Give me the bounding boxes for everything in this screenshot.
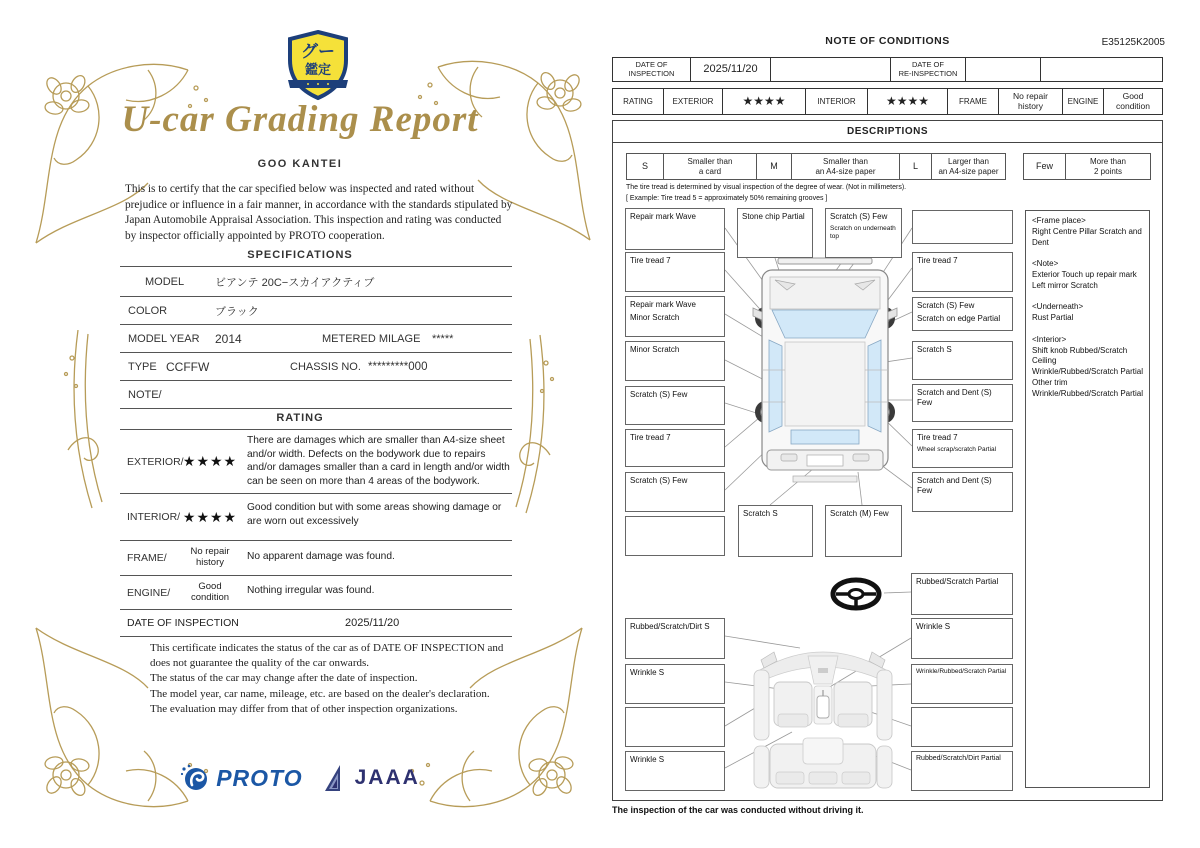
inspection-date-table xyxy=(612,57,1163,82)
chassis-label: CHASSIS NO. xyxy=(290,360,361,373)
noc-reinspection-value xyxy=(966,58,1041,81)
interior-desc: Good condition but with some areas showing damage or are worn out excessively xyxy=(247,502,502,527)
rating-row-engine xyxy=(120,576,512,610)
legend-l-def: Larger than an A4-size paper xyxy=(938,156,999,176)
damage-box: Wrinkle S xyxy=(911,618,1013,659)
damage-box: Stone chip Partial xyxy=(737,208,813,258)
steering-wheel-icon xyxy=(828,574,884,614)
certificate-subtitle: GOO KANTEI xyxy=(257,158,343,170)
certificate-disclaimer: This certificate indicates the status of the car as of DATE OF INSPECTION and does not guarantee the quality of the car onwards. The status of the car may change after the date of inspection. The model year, car name, mileage, etc. are based on the dealer's declaration. The evaluation may differ from that of other inspection organizations. xyxy=(150,642,504,715)
exterior-stars: ★★★★ xyxy=(182,453,238,470)
engine-value: Good condition xyxy=(190,580,230,603)
jaaa-logo-text: JAAA xyxy=(354,766,420,789)
rating-row-interior xyxy=(120,494,512,541)
engine-label: ENGINE/ xyxy=(127,586,171,599)
legend-m-def: Smaller than an A4-size paper xyxy=(792,154,900,179)
legend-few-def: More than 2 points xyxy=(1089,156,1127,176)
damage-box: Scratch S xyxy=(912,341,1013,380)
logo-row xyxy=(0,762,600,794)
type-value: CCFFW xyxy=(166,359,210,374)
noc-date-value: 2025/11/20 xyxy=(691,58,771,81)
noc-reinspection-label: DATE OF RE-INSPECTION xyxy=(891,58,966,81)
proto-logo-text: PROTO xyxy=(216,764,303,791)
noc-frame-value: No repair history xyxy=(999,89,1063,114)
damage-box: Scratch and Dent (S) Few xyxy=(912,384,1013,422)
jaaa-logo-icon xyxy=(321,762,345,794)
spec-row-note xyxy=(120,381,512,409)
mileage-value: ***** xyxy=(432,332,454,345)
legend-s: S xyxy=(627,154,664,179)
damage-box xyxy=(625,707,725,747)
legend-m: M xyxy=(757,154,792,179)
proto-logo-icon xyxy=(180,763,210,793)
report-serial-number: E35125K2005 xyxy=(1101,37,1165,48)
exterior-label: EXTERIOR/ xyxy=(127,455,184,468)
damage-box: Wrinkle S xyxy=(625,664,725,704)
noc-empty-cell-2 xyxy=(1041,58,1162,81)
damage-box: Scratch S xyxy=(738,505,813,557)
condition-notes-panel: <Frame place> Right Centre Pillar Scratch and Dent <Note> Exterior Touch up repair mark Left mirror Scratch <Underneath> Rust Partial <Interior> Shift knob Rubbed/Scratch Ceiling Wrinkle/Rubbed/Scratch Partial Other trim Wrinkle/Rubbed/Scratch Partial xyxy=(1025,210,1150,788)
noc-date-label: DATE OF INSPECTION xyxy=(613,58,691,81)
noc-engine-value: Good condition xyxy=(1115,90,1151,111)
noc-rating-table xyxy=(612,88,1163,115)
damage-box: Tire tread 7 xyxy=(625,429,725,467)
chassis-value: *********000 xyxy=(368,360,428,373)
damage-box: Scratch and Dent (S) Few xyxy=(912,472,1013,512)
car-exterior-diagram xyxy=(745,250,925,490)
damage-box: Minor Scratch xyxy=(625,341,725,381)
inspection-footer-note: The inspection of the car was conducted without driving it. xyxy=(612,805,864,815)
noc-frame-label: FRAME xyxy=(948,89,999,114)
exterior-desc: There are damages which are smaller than A4-size sheet and/or width. Defects on the bodywork due to repairs and/or damages smaller than a card in length and/or width can be seen on more than 4 areas of the bodywork. xyxy=(247,435,510,487)
inspection-date-label: DATE OF INSPECTION xyxy=(127,617,239,629)
spec-row-year xyxy=(120,325,512,353)
inspection-date-value: 2025/11/20 xyxy=(345,617,400,629)
goo-kantei-badge-icon xyxy=(286,30,350,102)
damage-box: Tire tread 7 Wheel scrap/scratch Partial xyxy=(912,429,1013,468)
spec-row-type xyxy=(120,353,512,381)
spec-row-color xyxy=(120,297,512,325)
damage-box: Scratch (M) Few xyxy=(825,505,902,557)
damage-box: Tire tread 7 xyxy=(912,252,1013,292)
frame-desc: No apparent damage was found. xyxy=(247,550,395,562)
year-value: 2014 xyxy=(215,331,242,346)
legend-l: L xyxy=(900,154,932,179)
year-label: MODEL YEAR xyxy=(128,332,200,345)
certificate-intro: This is to certify that the car specified below was inspected and rated without prejudice or influence in a fair manner, in accordance with the standards stipulated by Japan Automobile Appraisal Association. This inspection and rating was conducted by inspector officially appointed by PROTO cooperation. xyxy=(125,183,513,242)
damage-box: Rubbed/Scratch/Dirt S xyxy=(625,618,725,659)
specifications-heading: SPECIFICATIONS xyxy=(247,249,353,261)
frame-value: No repair history xyxy=(190,546,230,568)
engine-desc: Nothing irregular was found. xyxy=(247,585,375,597)
noc-rating-label: RATING xyxy=(613,89,664,114)
rating-table xyxy=(120,429,512,637)
spec-row-model xyxy=(120,267,512,297)
noc-interior-stars: ★★★★ xyxy=(868,89,948,114)
note-label: NOTE/ xyxy=(128,388,162,401)
svg-text:鑑定: 鑑定 xyxy=(304,62,332,77)
noc-empty-cell xyxy=(771,58,891,81)
legend-few: Few xyxy=(1024,154,1066,179)
noc-exterior-stars: ★★★★ xyxy=(723,89,806,114)
noc-interior-label: INTERIOR xyxy=(806,89,868,114)
damage-box: Repair mark Wave xyxy=(625,208,725,250)
damage-box: Scratch (S) Few xyxy=(625,386,725,425)
car-interior-diagram xyxy=(748,630,898,792)
damage-box xyxy=(911,707,1013,747)
model-label: MODEL xyxy=(145,275,185,288)
damage-box: Wrinkle/Rubbed/Scratch Partial xyxy=(911,664,1013,704)
damage-box: Repair mark Wave Minor Scratch xyxy=(625,296,725,337)
damage-box: Wrinkle S xyxy=(625,751,725,791)
damage-box: Rubbed/Scratch/Dirt Partial xyxy=(911,751,1013,791)
legend-s-def: Smaller than a card xyxy=(664,154,757,179)
damage-box xyxy=(625,516,725,556)
mileage-label: METERED MILAGE xyxy=(322,332,421,345)
color-label: COLOR xyxy=(128,304,168,317)
rating-row-exterior xyxy=(120,430,512,494)
color-value: ブラック xyxy=(215,305,259,318)
type-label: TYPE xyxy=(128,360,157,373)
rating-row-frame xyxy=(120,541,512,576)
rating-row-date xyxy=(120,610,512,637)
damage-box: Rubbed/Scratch Partial xyxy=(911,573,1013,615)
damage-box: Scratch (S) Few xyxy=(625,472,725,512)
damage-box: Scratch (S) Few Scratch on edge Partial xyxy=(912,297,1013,331)
noc-engine-label: ENGINE xyxy=(1063,89,1104,114)
noc-title: NOTE OF CONDITIONS xyxy=(825,35,950,47)
rating-heading: RATING xyxy=(276,412,324,424)
descriptions-heading: DESCRIPTIONS xyxy=(613,121,1162,143)
damage-box: Tire tread 7 xyxy=(625,252,725,292)
certificate-title: U-car Grading Report xyxy=(121,99,479,140)
tire-tread-note: The tire tread is determined by visual inspection of the degree of wear. (Not in millimeters). [ Example: Tire tread 5 = approximately 50% remaining grooves ] xyxy=(626,184,907,202)
interior-label: INTERIOR/ xyxy=(127,511,181,523)
frame-label: FRAME/ xyxy=(127,552,167,564)
note-of-conditions-page xyxy=(600,0,1200,848)
model-value: ビアンテ 20C−スカイアクティブ xyxy=(215,276,375,289)
interior-stars: ★★★★ xyxy=(182,508,238,525)
specifications-table xyxy=(120,266,512,409)
damage-box: Scratch (S) Few Scratch on underneath top xyxy=(825,208,902,258)
svg-text:グー: グー xyxy=(301,42,335,61)
noc-exterior-label: EXTERIOR xyxy=(664,89,723,114)
damage-box xyxy=(912,210,1013,244)
